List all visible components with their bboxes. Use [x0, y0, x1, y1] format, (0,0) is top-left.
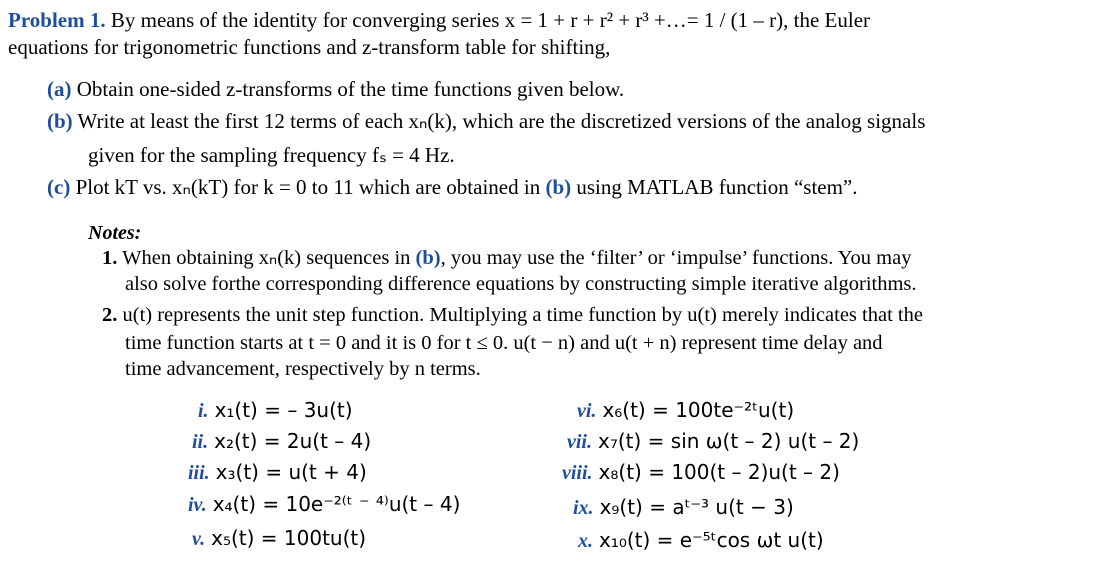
note-number: 1.: [102, 247, 118, 269]
roman-numeral: x.: [578, 530, 593, 552]
note-1-line2: also solve forthe corresponding difference equations by constructing simple iterative algorithms.: [125, 273, 917, 295]
part-c: [47, 174, 858, 200]
note-text: u(t) represents the unit step function. Multiplying a time function by u(t) merely indicates that the: [122, 304, 923, 326]
note-1-line1: [102, 245, 911, 271]
roman-numeral: viii.: [562, 462, 593, 484]
note-number: 2.: [102, 304, 118, 326]
problem-text: By means of the identity for converging series x = 1 + r + r² + r³ +…= 1 / (1 – r), the Euler: [105, 8, 871, 32]
function-ix: [573, 495, 794, 520]
note-text-post: , you may use the ‘filter’ or ‘impulse’ functions. You may: [440, 247, 912, 269]
function-expr: x₇(t) = sin ω(t – 2) u(t – 2): [598, 429, 860, 453]
function-iv: [188, 492, 460, 517]
function-v: [192, 526, 366, 551]
note-2-line1: [102, 302, 923, 328]
roman-numeral: i.: [198, 400, 209, 422]
note-2-line2: time function starts at t = 0 and it is 0 for t ≤ 0. u(t − n) and u(t + n) represent time delay and: [125, 332, 883, 354]
part-label: (b): [47, 109, 73, 133]
function-expr: x₉(t) = aᵗ⁻³ u(t − 3): [599, 495, 794, 519]
roman-numeral: vii.: [567, 431, 592, 453]
function-viii: [562, 460, 840, 485]
function-i: [198, 398, 353, 423]
roman-numeral: ii.: [192, 431, 209, 453]
notes-title: Notes:: [88, 222, 142, 244]
part-b: [47, 108, 925, 134]
problem-statement-line2: equations for trigonometric functions and z-transform table for shifting,: [8, 35, 611, 59]
problem-statement-line1: [8, 7, 870, 33]
roman-numeral: iv.: [188, 494, 207, 516]
part-text: Obtain one-sided z-transforms of the time functions given below.: [76, 77, 625, 101]
part-b-continued: given for the sampling frequency fₛ = 4 Hz.: [88, 143, 455, 167]
roman-numeral: vi.: [577, 400, 597, 422]
part-text-post: using MATLAB function “stem”.: [571, 175, 858, 199]
note-ref: (b): [415, 247, 441, 269]
note-text: When obtaining xₙ(k) sequences in: [122, 247, 416, 269]
problem-label: Problem 1.: [8, 8, 106, 32]
part-label: (c): [47, 175, 71, 199]
roman-numeral: v.: [192, 528, 206, 550]
part-text: Write at least the first 12 terms of each xₙ(k), which are the discretized versions of the analog signals: [77, 109, 926, 133]
function-vii: [567, 429, 859, 454]
function-iii: [188, 460, 367, 485]
roman-numeral: ix.: [573, 497, 594, 519]
note-2-line3: time advancement, respectively by n terms.: [125, 358, 481, 380]
function-expr: x₂(t) = 2u(t – 4): [214, 429, 372, 453]
function-expr: x₈(t) = 100(t – 2)u(t – 2): [598, 460, 840, 484]
function-expr: x₆(t) = 100te⁻²ᵗu(t): [602, 398, 795, 422]
function-x: [578, 528, 824, 553]
function-expr: x₁(t) = – 3u(t): [214, 398, 353, 422]
function-expr: x₅(t) = 100tu(t): [211, 526, 367, 550]
function-expr: x₁₀(t) = e⁻⁵ᵗcos ωt u(t): [599, 528, 824, 552]
function-expr: x₃(t) = u(t + 4): [215, 460, 367, 484]
part-ref: (b): [545, 175, 572, 199]
part-a: [47, 76, 624, 102]
function-expr: x₄(t) = 10e⁻²⁽ᵗ ⁻ ⁴⁾u(t – 4): [212, 492, 461, 516]
part-text: Plot kT vs. xₙ(kT) for k = 0 to 11 which are obtained in: [75, 175, 546, 199]
function-ii: [192, 429, 371, 454]
roman-numeral: iii.: [188, 462, 210, 484]
part-label: (a): [47, 77, 72, 101]
function-vi: [577, 398, 794, 423]
